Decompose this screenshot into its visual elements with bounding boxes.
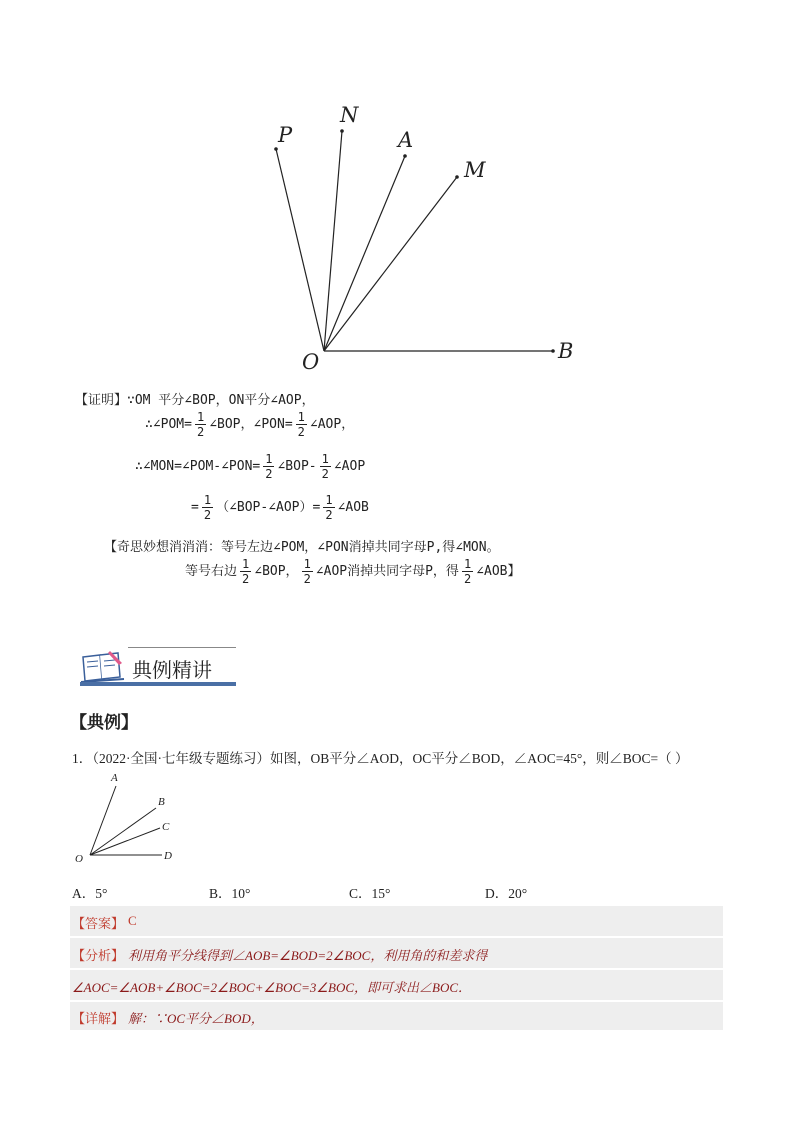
proof-line-1: 【证明】∵OM 平分∠BOP，ON平分∠AOP，: [75, 393, 315, 408]
answer-tag: 【答案】: [72, 916, 125, 931]
example-heading: 【典例】: [70, 713, 138, 733]
fraction-half: $\frac{1}{2}$: [325, 493, 333, 522]
detail-row: [70, 1002, 723, 1030]
analysis-row-2: [70, 970, 723, 1000]
fraction-half: $\frac{1}{2}$: [463, 557, 472, 586]
proof-line-3: ∴∠MON=∠POM-∠PON= $\frac{1}{2}$ ∠BOP- $\frac{1}{2}$ ∠AOP: [135, 452, 366, 481]
fraction-half: $\frac{1}{2}$: [203, 493, 212, 522]
fraction-half: $\frac{1}{2}$: [303, 557, 311, 586]
analysis-row-1: [70, 938, 723, 968]
option-c[interactable]: C．15°: [349, 886, 391, 901]
label-n: N: [340, 103, 359, 127]
detail-tag: 【详解】: [72, 1011, 125, 1026]
book-icon: [80, 649, 126, 685]
proof-line-6: 等号右边 $\frac{1}{2}$ ∠BOP， $\frac{1}{2}$ ∠AOP消掉共同字母P，得 $\frac{1}{2}$ ∠AOB】: [185, 557, 521, 586]
angle-figure-small: [72, 768, 182, 868]
small-label-b: B: [158, 796, 165, 808]
proof-line-2: ∴∠POM= $\frac{1}{2}$ ∠BOP，∠PON= $\frac{1}{2}$ ∠AOP，: [145, 410, 355, 439]
fraction-half: $\frac{1}{2}$: [265, 452, 273, 481]
label-m: M: [464, 158, 486, 182]
ray-on: [324, 131, 342, 351]
label-p: P: [278, 123, 293, 147]
question-text: 1．（2022·全国·七年级专题练习）如图，OB平分∠AOD，OC平分∠BOD，∠AOC=45°，则∠BOC=（ ）: [72, 751, 689, 766]
fraction-half: $\frac{1}{2}$: [196, 410, 205, 439]
angle-figure-main: [260, 95, 600, 385]
option-a[interactable]: A．5°: [72, 886, 108, 901]
section-banner: [80, 645, 236, 689]
option-d[interactable]: D．20°: [485, 886, 528, 901]
proof-line-4: = $\frac{1}{2}$ （∠BOP-∠AOP）= $\frac{1}{2}$ ∠AOB: [191, 493, 369, 522]
section-title: 典例精讲: [132, 658, 212, 682]
small-label-c: C: [162, 821, 170, 833]
answer-row: [70, 906, 723, 936]
detail-text: 解：∵OC平分∠BOD，: [128, 1011, 264, 1026]
analysis-text-2: ∠AOC=∠AOB+∠BOC=2∠BOC+∠BOC=3∠BOC，即可求出∠BOC．: [72, 980, 472, 995]
ray-oa: [324, 156, 405, 351]
fraction-half: $\frac{1}{2}$: [297, 410, 305, 439]
ray-op: [276, 149, 324, 351]
proof-line-5: 【奇思妙想消消消：等号左边∠POM，∠PON消掉共同字母P,得∠MON。: [104, 540, 500, 555]
label-o: O: [302, 350, 320, 374]
option-b[interactable]: B．10°: [209, 886, 251, 901]
answer-value: C: [128, 913, 137, 928]
label-b: B: [558, 339, 574, 363]
small-label-a: A: [111, 772, 118, 784]
fraction-half: $\frac{1}{2}$: [321, 452, 329, 481]
small-label-d: D: [164, 850, 172, 862]
fraction-half: $\frac{1}{2}$: [242, 557, 250, 586]
ray-om: [324, 177, 457, 351]
analysis-text-1: 利用角平分线得到∠AOB=∠BOD=2∠BOC，利用角的和差求得: [128, 948, 488, 963]
small-label-o: O: [75, 853, 83, 865]
label-a: A: [398, 128, 414, 152]
analysis-tag: 【分析】: [72, 948, 125, 963]
